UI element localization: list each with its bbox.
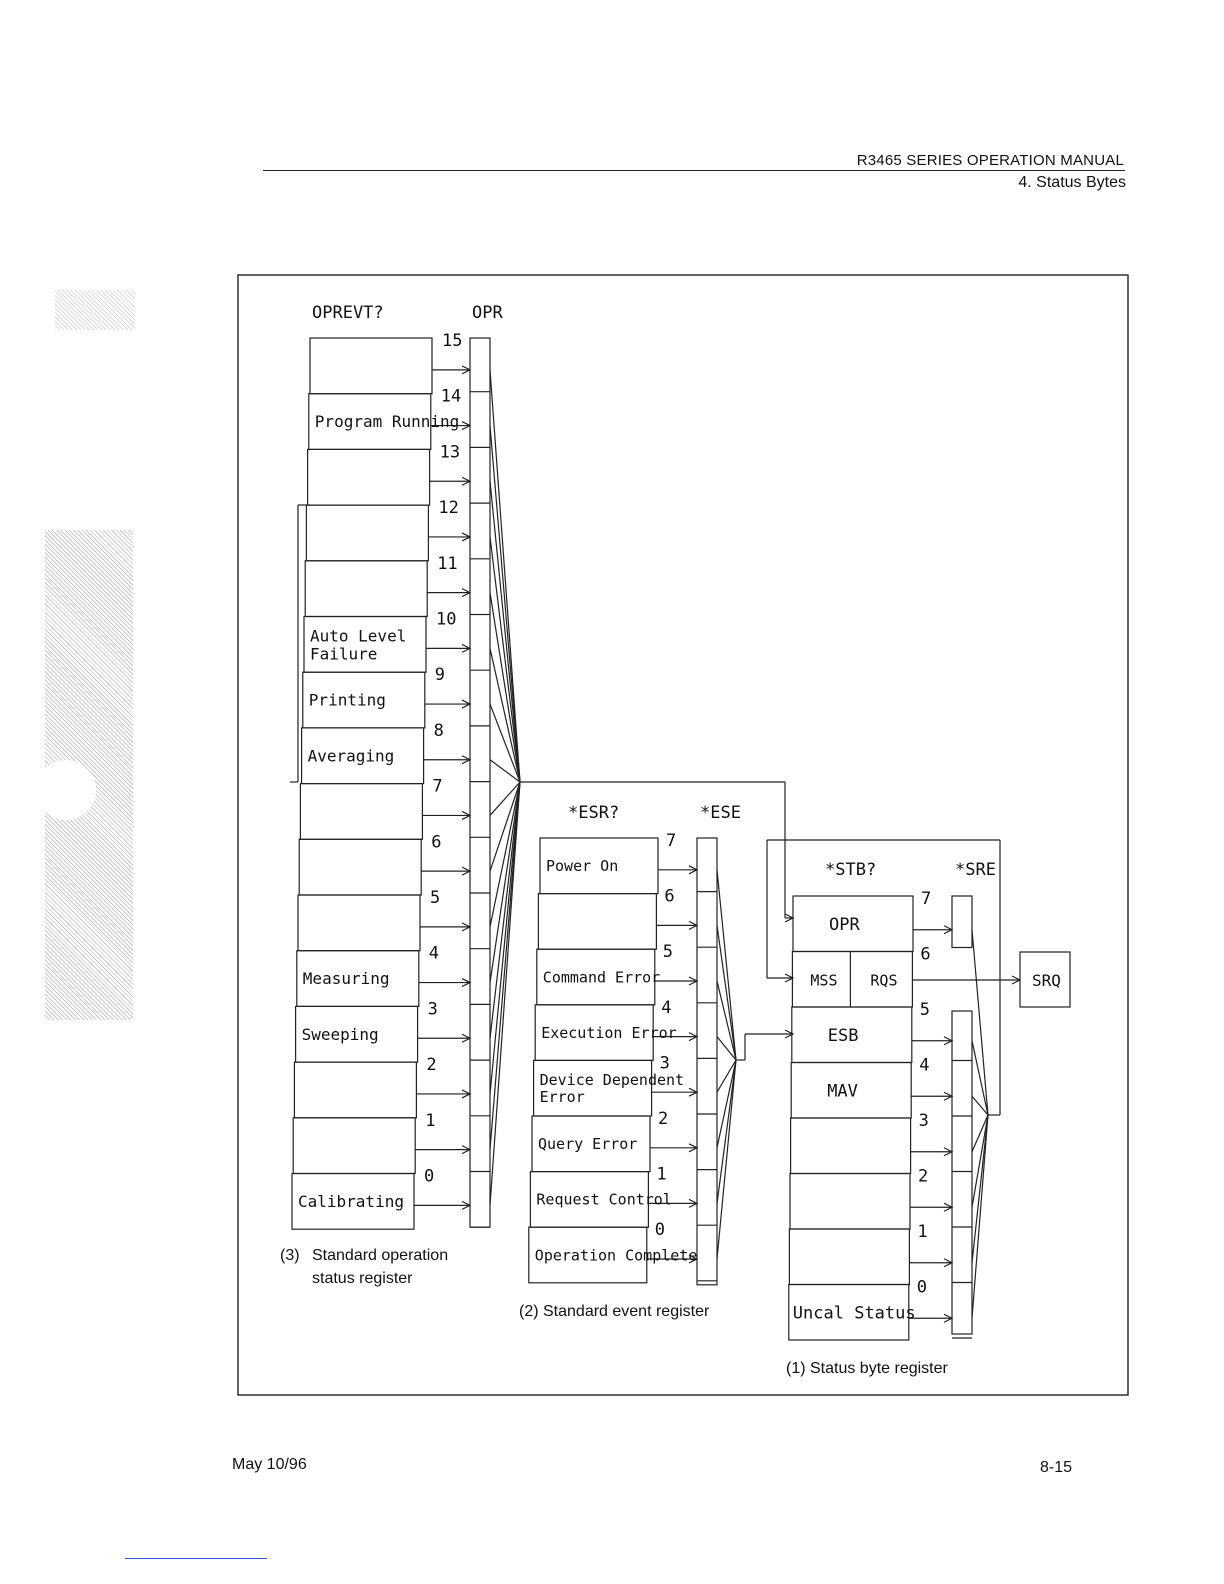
operation-bit-number: 8 — [433, 720, 444, 741]
event-cell-label: Request Control — [536, 1190, 672, 1209]
page-number: 8-15 — [1040, 1459, 1073, 1476]
stb-cell-label: ESB — [827, 1025, 859, 1046]
sre-enable-label: *SRE — [955, 860, 996, 880]
footer-date: May 10/96 — [232, 1456, 307, 1473]
sre-enable-register — [952, 1011, 972, 1334]
event-enable-register — [697, 838, 717, 1285]
operation-bit-number: 0 — [424, 1166, 435, 1187]
sre-fanin-line — [972, 1115, 988, 1263]
operation-bit-number: 10 — [436, 609, 457, 630]
sre-enable-bit7 — [952, 896, 972, 948]
operation-register-cell — [306, 505, 428, 561]
operation-query-label: OPREVT? — [312, 303, 384, 323]
stb-cell-label: RQS — [870, 971, 898, 990]
event-fanin-line — [717, 870, 736, 1060]
operation-cell-label: Measuring — [302, 969, 390, 989]
operation-cell-label: Printing — [308, 690, 386, 710]
operation-bit-number: 3 — [427, 999, 438, 1020]
operation-cell-label: Program Running — [314, 412, 460, 432]
stb-bit-number: 5 — [919, 1000, 931, 1020]
operation-fanin-line — [490, 426, 520, 782]
operation-cell-label: Calibrating — [298, 1191, 404, 1211]
operation-cell-label: Auto Level — [310, 626, 407, 646]
operation-bit-number: 2 — [426, 1055, 437, 1076]
operation-bit-number: 6 — [431, 832, 442, 853]
operation-fanin-line — [490, 782, 520, 1094]
operation-fanin-line — [490, 481, 520, 782]
operation-bit-number: 5 — [430, 888, 441, 908]
stb-cell-label: MSS — [810, 971, 838, 990]
srq-label: SRQ — [1032, 971, 1061, 990]
blue-rule — [125, 1558, 267, 1559]
operation-register-cell — [300, 784, 422, 840]
stb-bit-number: 1 — [917, 1222, 928, 1242]
event-bit-number: 6 — [664, 886, 675, 907]
event-cell-label: Device Dependent — [539, 1071, 685, 1090]
event-cell-label: Operation Complete — [534, 1246, 698, 1265]
operation-bit-number: 12 — [438, 498, 459, 519]
operation-bit-number: 4 — [428, 943, 440, 964]
event-bit-number: 5 — [662, 942, 674, 963]
stb-register-cell — [790, 1174, 910, 1230]
operation-fanin-line — [490, 593, 520, 782]
stb-bit-number: 2 — [918, 1166, 929, 1187]
operation-bit-number: 14 — [440, 386, 462, 407]
operation-bit-number: 9 — [434, 665, 446, 686]
diagram-border — [238, 275, 1128, 1395]
operation-caption: status register — [312, 1270, 413, 1287]
operation-bit-number: 11 — [437, 553, 458, 574]
operation-bit-number: 7 — [432, 776, 443, 797]
section-title: 4. Status Bytes — [1018, 174, 1126, 191]
operation-register-cell — [298, 895, 420, 951]
operation-register-cell — [310, 338, 432, 394]
stb-bit-number: 0 — [916, 1277, 928, 1298]
operation-cell-label: Sweeping — [301, 1024, 379, 1044]
event-bit-number: 3 — [659, 1053, 670, 1074]
sre-fanin-line — [972, 1041, 988, 1115]
event-query-label: *ESR? — [568, 803, 620, 823]
operation-register-cell — [308, 449, 430, 505]
operation-enable-register — [470, 338, 490, 1227]
stb-query-label: *STB? — [825, 860, 877, 880]
operation-register-cell — [294, 1062, 416, 1118]
stb-bit-number: 4 — [919, 1055, 930, 1076]
operation-bit-number: 15 — [442, 331, 463, 351]
stb-register-cell — [791, 1118, 911, 1174]
event-register-cell — [538, 894, 656, 950]
operation-register-cell — [305, 561, 427, 617]
stb-caption: (1) Status byte register — [786, 1360, 948, 1377]
sre-fanin-line — [972, 930, 988, 1115]
event-fanin-line — [717, 1060, 736, 1203]
event-caption: (2) Standard event register — [519, 1303, 710, 1320]
stb-cell-label: OPR — [829, 914, 860, 935]
event-cell-label: Power On — [546, 857, 619, 876]
event-cell-label: Query Error — [538, 1135, 638, 1154]
operation-fanin-line — [490, 782, 520, 983]
operation-cell-label: Failure — [310, 644, 378, 664]
event-bit-number: 4 — [661, 997, 672, 1018]
operation-enable-label: OPR — [472, 303, 503, 323]
event-bit-number: 2 — [658, 1109, 669, 1129]
operation-bit-number: 1 — [425, 1110, 436, 1131]
operation-register-cell — [299, 839, 421, 895]
event-cell-label: Execution Error — [541, 1023, 677, 1042]
operation-register-cell — [293, 1118, 415, 1174]
stb-register-cell — [789, 1229, 909, 1285]
operation-cell-label: Averaging — [307, 746, 395, 766]
stb-bit-number: 7 — [921, 889, 932, 909]
stb-bit-number: 6 — [920, 944, 931, 965]
operation-fanin-line — [490, 782, 520, 1205]
stb-cell-label: Uncal Status — [792, 1303, 916, 1324]
event-fanin-line — [717, 1060, 736, 1259]
event-bit-number: 7 — [666, 831, 677, 851]
event-enable-label: *ESE — [700, 803, 741, 823]
stb-bit-number: 3 — [918, 1111, 929, 1131]
operation-bit-number: 13 — [439, 442, 461, 463]
operation-caption-number: (3) — [280, 1247, 300, 1264]
manual-title: R3465 SERIES OPERATION MANUAL — [856, 152, 1124, 169]
event-cell-label: Command Error — [542, 968, 661, 987]
event-bit-number: 0 — [654, 1220, 666, 1241]
operation-caption: Standard operation — [312, 1247, 449, 1264]
stb-cell-label: MAV — [827, 1081, 858, 1102]
diagram-frame — [238, 275, 1128, 1395]
event-bit-number: 1 — [656, 1164, 667, 1185]
event-cell-label: Error — [539, 1088, 585, 1107]
